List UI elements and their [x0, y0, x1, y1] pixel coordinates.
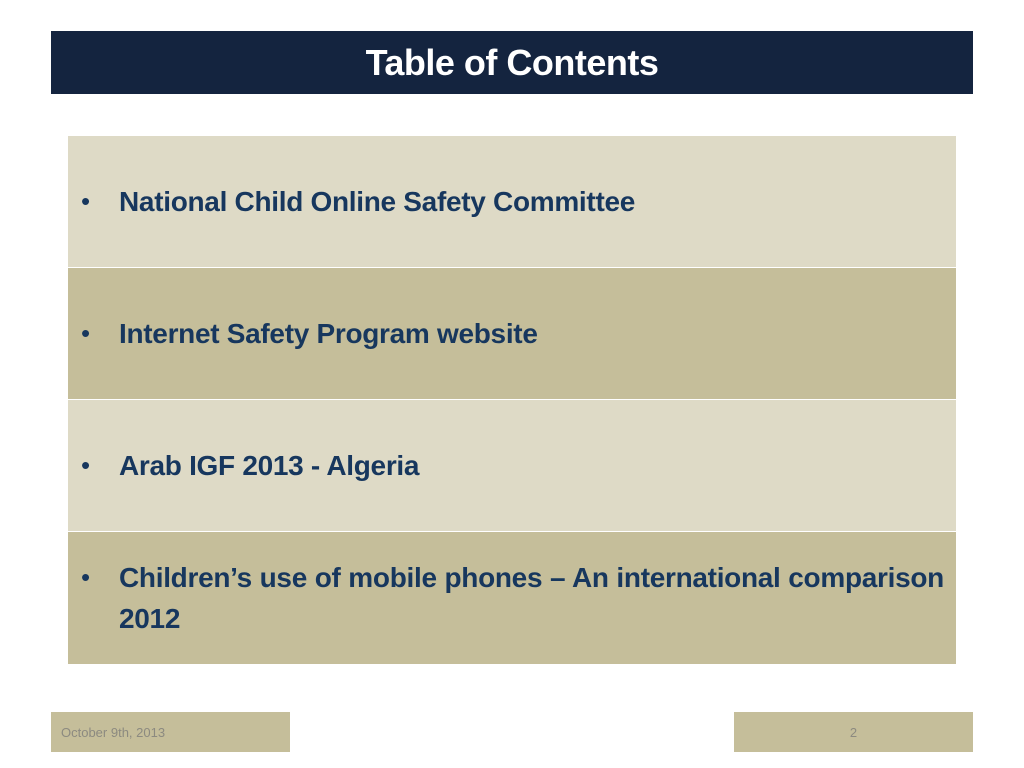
footer-date-box	[51, 712, 290, 752]
toc-item-national-committee	[68, 136, 956, 268]
bullet-icon: •	[81, 186, 91, 216]
footer-date: October 9th, 2013	[61, 724, 166, 740]
toc-item-mobile-phones	[68, 532, 956, 664]
bullet-icon: •	[81, 562, 91, 592]
toc-item-label: National Child Online Safety Committee	[119, 186, 636, 217]
title-banner	[51, 31, 973, 94]
toc-item-label: Arab IGF 2013 - Algeria	[119, 450, 420, 481]
page-number: 2	[849, 724, 858, 740]
table-of-contents	[68, 136, 956, 664]
slide-title: Table of Contents	[365, 41, 659, 83]
toc-item-arab-igf	[68, 400, 956, 532]
bullet-icon: •	[81, 318, 91, 348]
footer-page-box	[734, 712, 973, 752]
bullet-icon: •	[81, 450, 91, 480]
toc-item-label: Children’s use of mobile phones – An international comparison 2012	[119, 562, 944, 634]
toc-item-safety-website	[68, 268, 956, 400]
toc-item-label: Internet Safety Program website	[119, 318, 538, 349]
